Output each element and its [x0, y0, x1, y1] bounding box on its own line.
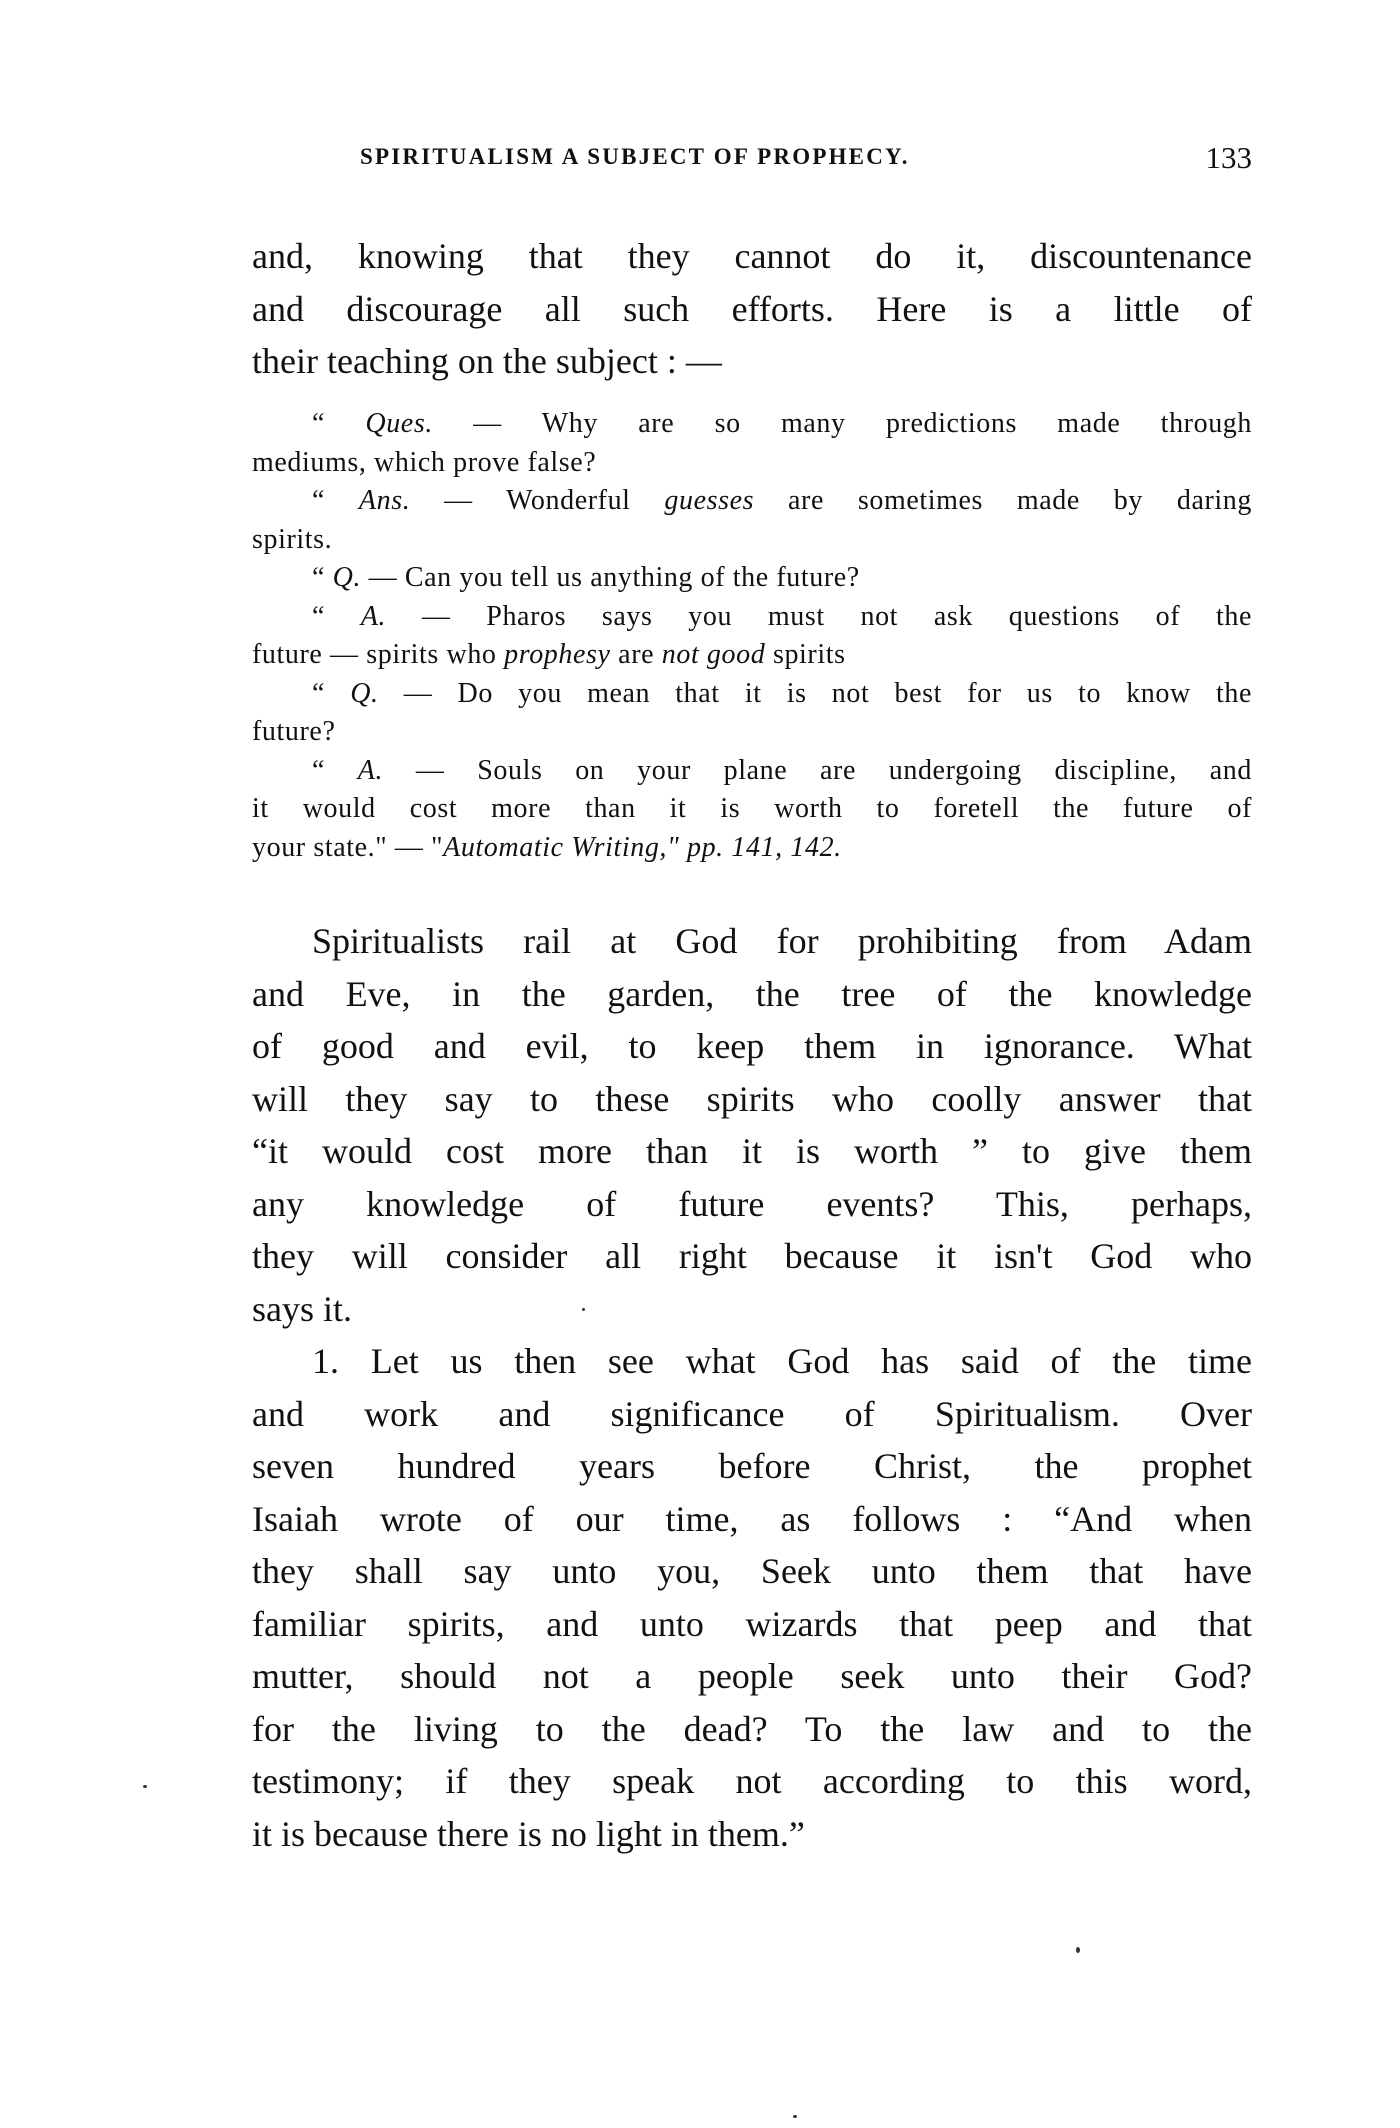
- speaker-label: Ans.: [358, 485, 411, 516]
- quote-line: “ Q. — Do you mean that it is not best for us to know the: [312, 677, 1252, 709]
- text-line: mutter, should not a people seek unto their God?: [252, 1656, 1252, 1696]
- quote-line: “ Ans. — Wonderful guesses are sometimes made by daring: [312, 485, 1252, 516]
- quote-line: “ A. — Pharos says you must not ask questions of the: [312, 600, 1252, 632]
- emphasis: prophesy: [504, 639, 611, 670]
- paragraph-1: [252, 230, 1252, 388]
- text-line: of good and evil, to keep them in ignorance. What: [252, 1026, 1252, 1066]
- quote-text: are: [610, 639, 662, 670]
- quote-text: future — spirits who: [252, 639, 505, 670]
- quote-text: — Do you mean that it is not best for us to know the: [403, 677, 1252, 709]
- quote-text: — Can you tell us anything of the future?: [368, 562, 860, 593]
- quote-line: “ Ques. — Why are so many predictions made through: [312, 408, 1252, 439]
- scan-speck: [143, 1785, 147, 1788]
- quote-line: spirits.: [252, 523, 333, 555]
- text-line: and discourage all such efforts. Here is a little of: [252, 288, 1252, 329]
- speaker-label: Q.: [332, 562, 362, 593]
- text-line: they will consider all right because it isn't God who: [252, 1236, 1252, 1276]
- text-line: they shall say unto you, Seek unto them that have: [252, 1551, 1252, 1591]
- text-line: testimony; if they speak not according to this word,: [252, 1761, 1252, 1801]
- speaker-label: A.: [357, 754, 384, 786]
- quote-line: it would cost more than it is worth to foretell the future of: [252, 793, 1252, 824]
- quote-text: — Why are so many predictions made through: [473, 408, 1252, 439]
- text-line: “it would cost more than it is worth ” to give them: [252, 1131, 1252, 1171]
- scan-speck: [1076, 1947, 1080, 1953]
- running-head: [252, 140, 1252, 180]
- page-number: 133: [1205, 140, 1252, 175]
- quote-text: — Souls on your plane are undergoing discipline, and: [415, 754, 1252, 786]
- emphasis: guesses: [664, 485, 755, 516]
- quote-text: — Wonderful: [444, 485, 665, 516]
- scan-speck: [582, 1308, 585, 1311]
- text-line: Spiritualists rail at God for prohibiting from Adam: [312, 921, 1252, 961]
- text-line: 1. Let us then see what God has said of the time: [312, 1341, 1252, 1381]
- quote-line citation: [252, 829, 1252, 868]
- text-line: familiar spirits, and unto wizards that peep and that: [252, 1603, 1252, 1644]
- quote-line: “ Q. — Can you tell us anything of the future?: [312, 562, 860, 593]
- text-line: and, knowing that they cannot do it, discountenance: [252, 236, 1252, 276]
- text-line: and Eve, in the garden, the tree of the knowledge: [252, 973, 1252, 1014]
- paragraph-3: [252, 1335, 1252, 1860]
- text-line: and work and significance of Spiritualism. Over: [252, 1393, 1252, 1434]
- quote-text: spirits: [765, 639, 846, 670]
- speaker-label: Ques.: [365, 408, 433, 439]
- block-quotation: [252, 405, 1252, 867]
- quote-text: — Pharos says you must not ask questions of the: [421, 600, 1252, 632]
- emphasis: not good: [661, 639, 766, 670]
- speaker-label: Q.: [350, 677, 379, 709]
- text-line: Isaiah wrote of our time, as follows : “And when: [252, 1498, 1252, 1539]
- speaker-label: A.: [360, 600, 387, 632]
- text-line: seven hundred years before Christ, the prophet: [252, 1446, 1252, 1486]
- quote-line: future?: [252, 716, 336, 747]
- text-line: it is because there is no light in them.”: [252, 1813, 805, 1854]
- citation: Automatic Writing," pp. 141, 142.: [443, 831, 842, 863]
- scan-speck: [793, 2115, 797, 2118]
- running-head-title: SPIRITUALISM A SUBJECT OF PROPHECY.: [360, 144, 910, 169]
- quote-text: your state." — ": [252, 831, 444, 863]
- quote-line: mediums, which prove false?: [252, 446, 597, 478]
- text-line: will they say to these spirits who coolly answer that: [252, 1078, 1252, 1119]
- text-line: their teaching on the subject : —: [252, 341, 722, 381]
- quote-text: are sometimes made by daring: [754, 485, 1252, 516]
- quote-line: [252, 636, 1252, 675]
- paragraph-2: [252, 915, 1252, 1335]
- text-line: says it.: [252, 1288, 353, 1329]
- text-line: for the living to the dead? To the law and to the: [252, 1708, 1252, 1749]
- quote-line: “ A. — Souls on your plane are undergoing discipline, and: [312, 754, 1252, 786]
- text-line: any knowledge of future events? This, perhaps,: [252, 1183, 1252, 1224]
